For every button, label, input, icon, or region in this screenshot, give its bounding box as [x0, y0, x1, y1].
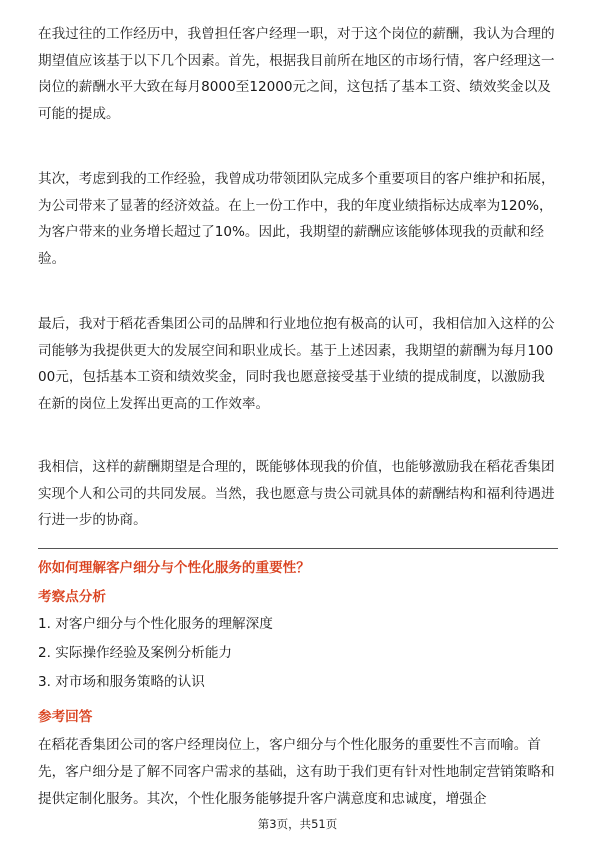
answer-heading: 参考回答: [38, 709, 93, 725]
analysis-heading: 考察点分析: [38, 589, 106, 605]
analysis-point: 1. 对客户细分与个性化服务的理解深度: [38, 616, 273, 632]
body-paragraph: 我相信，这样的薪酬期望是合理的，既能够体现我的价值，也能够激励我在稻花香集团实现个人和公司的共同发展。当然，我也愿意与贵公司就具体的薪酬结构和福利待遇进行进一步的协商。: [38, 459, 555, 528]
analysis-point: 3. 对市场和服务策略的认识: [38, 674, 205, 690]
answer-paragraph: 在稻花香集团公司的客户经理岗位上，客户细分与个性化服务的重要性不言而喻。首先，客户细分是了解不同客户需求的基础，这有助于我们更有针对性地制定营销策略和提供定制化服务。其次，个性化服务能够提升客户满意度和忠诚度，增强企: [38, 737, 555, 807]
analysis-point: 2. 实际操作经验及案例分析能力: [38, 645, 233, 661]
body-paragraph: 最后，我对于稻花香集团公司的品牌和行业地位抱有极高的认可，我相信加入这样的公司能够为我提供更大的发展空间和职业成长。基于上述因素，我期望的薪酬为每月10000元，包括基本工资和绩效奖金，同时我也愿意接受基于业绩的提成制度，以激励我在新的岗位上发挥出更高的工作效率。: [38, 316, 555, 412]
body-paragraph: 在我过往的工作经历中，我曾担任客户经理一职，对于这个岗位的薪酬，我认为合理的期望值应该基于以下几个因素。首先，根据我目前所在地区的市场行情，客户经理这一岗位的薪酬水平大致在每月8000至12000元之间，这包括了基本工资、绩效奖金以及可能的提成。: [38, 26, 555, 122]
question-heading: 你如何理解客户细分与个性化服务的重要性？: [38, 560, 310, 576]
page-number: 第3页，共51页: [257, 817, 338, 831]
body-paragraph: 其次，考虑到我的工作经验，我曾成功带领团队完成多个重要项目的客户维护和拓展，为公司带来了显著的经济效益。在上一份工作中，我的年度业绩指标达成率为120%，为客户带来的业务增长超过了10%。因此，我期望的薪酬应该能够体现我的贡献和经验。: [38, 171, 555, 267]
section-divider: [38, 548, 558, 549]
